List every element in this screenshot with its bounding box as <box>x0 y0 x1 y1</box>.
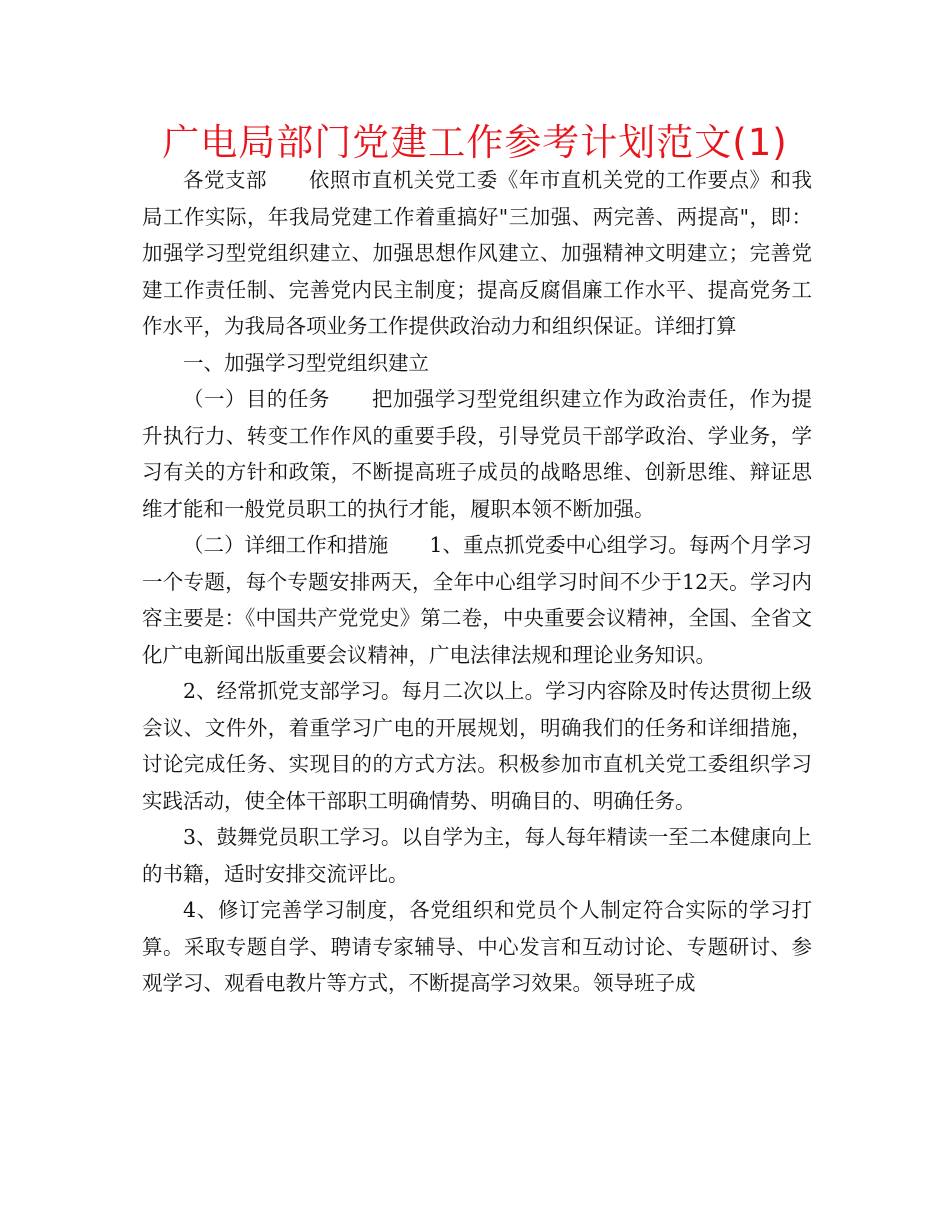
document-body <box>142 162 812 1002</box>
paragraph-intro: 各党支部 依照市直机关党工委《年市直机关党的工作要点》和我局工作实际，年我局党建工作着重搞好"三加强、两完善、两提高"，即：加强学习型党组织建立、加强思想作风建立、加强精神文明建立；完善党建工作责任制、完善党内民主制度；提高反腐倡廉工作水平、提高党务工作水平，为我局各项业务工作提供政治动力和组织保证。详细打算 <box>142 168 812 338</box>
section-heading-1: 一、加强学习型党组织建立 <box>183 350 429 375</box>
document-title: 广电局部门党建工作参考计划范文(1) <box>162 121 788 164</box>
paragraph-measures-2: 2、经常抓党支部学习。每月二次以上。学习内容除及时传达贯彻上级会议、文件外，着重学习广电的开展规划，明确我们的任务和详细措施，讨论完成任务、实现目的的方式方法。积极参加市直机关党工委组织学习实践活动，使全体干部职工明确情势、明确目的、明确任务。 <box>142 679 812 813</box>
paragraph-measures-4: 4、修订完善学习制度，各党组织和党员个人制定符合实际的学习打算。采取专题自学、聘请专家辅导、中心发言和互动讨论、专题研讨、参观学习、观看电教片等方式，不断提高学习效果。领导班子成 <box>142 898 812 995</box>
paragraph-measures-3: 3、鼓舞党员职工学习。以自学为主，每人每年精读一至二本健康向上的书籍，适时安排交流评比。 <box>142 825 812 886</box>
paragraph-measures-1: （二）详细工作和措施 1、重点抓党委中心组学习。每两个月学习一个专题，每个专题安排两天，全年中心组学习时间不少于12天。学习内容主要是：《中国共产党党史》第二卷，中央重要会议精神，全国、全省文化广电新闻出版重要会议精神，广电法律法规和理论业务知识。 <box>142 533 812 667</box>
paragraph-goals: （一）目的任务 把加强学习型党组织建立作为政治责任，作为提升执行力、转变工作作风的重要手段，引导党员干部学政治、学业务，学习有关的方针和政策，不断提高班子成员的战略思维、创新思维、辩证思维才能和一般党员职工的执行才能，履职本领不断加强。 <box>142 387 812 521</box>
